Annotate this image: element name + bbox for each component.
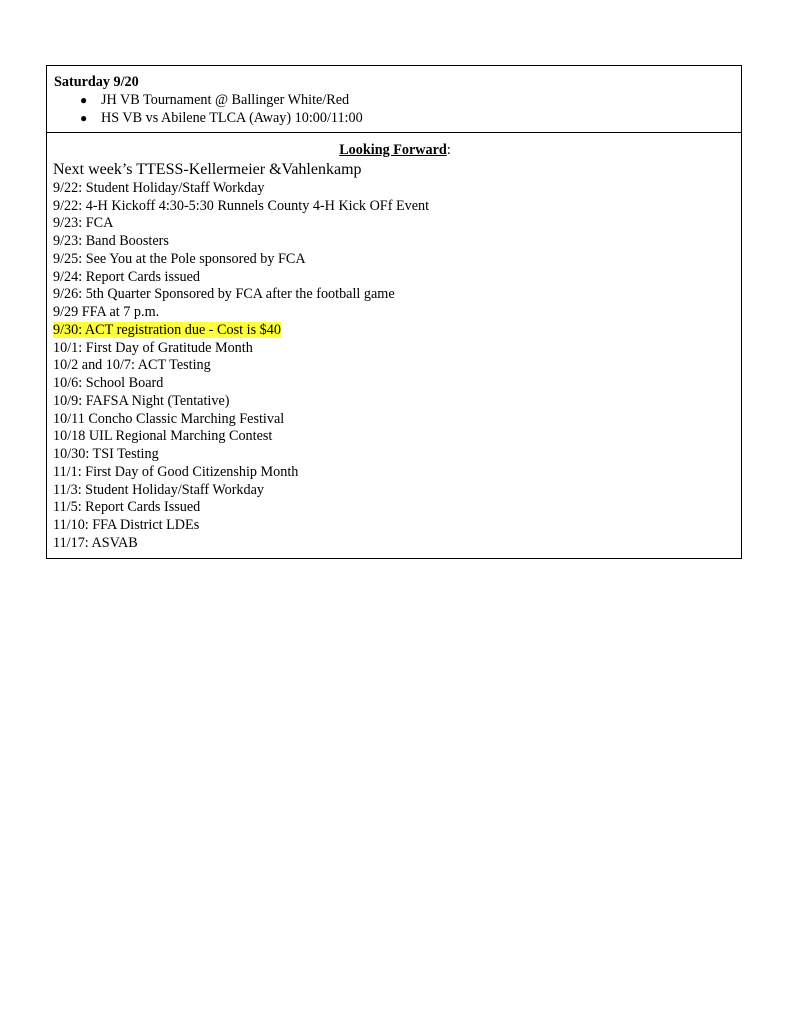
event-item bbox=[53, 393, 741, 411]
bullet-icon: ● bbox=[80, 111, 88, 125]
event-text: 10/1: First Day of Gratitude Month bbox=[53, 339, 253, 356]
saturday-item-text: JH VB Tournament @ Ballinger White/Red bbox=[101, 92, 350, 108]
event-text: 10/9: FAFSA Night (Tentative) bbox=[53, 392, 230, 409]
looking-forward-colon: : bbox=[446, 142, 451, 158]
event-text: 10/18 UIL Regional Marching Contest bbox=[53, 428, 273, 445]
event-text: 9/23: FCA bbox=[53, 215, 114, 232]
event-item bbox=[53, 215, 741, 233]
saturday-item-text: HS VB vs Abilene TLCA (Away) 10:00/11:00 bbox=[101, 110, 363, 126]
event-text: 9/29 FFA at 7 p.m. bbox=[53, 304, 160, 320]
event-text: 9/22: 4-H Kickoff 4:30-5:30 Runnels County 4-H Kick OFf Event bbox=[53, 197, 430, 214]
event-item bbox=[53, 269, 741, 287]
highlighted-event-text: 9/30: ACT registration due - Cost is $40 bbox=[53, 321, 281, 338]
event-text: 11/3: Student Holiday/Staff Workday bbox=[53, 481, 264, 498]
event-text: 9/24: Report Cards issued bbox=[53, 268, 200, 285]
ttess-line: Next week’s TTESS-Kellermeier &Vahlenkamp bbox=[53, 160, 362, 178]
event-item bbox=[53, 535, 741, 553]
event-item bbox=[53, 251, 741, 269]
event-item bbox=[53, 517, 741, 535]
event-item-highlighted bbox=[53, 322, 741, 340]
looking-forward-label: Looking Forward bbox=[339, 142, 447, 158]
event-item bbox=[53, 428, 741, 446]
event-item bbox=[53, 340, 741, 358]
event-item bbox=[53, 375, 741, 393]
event-item bbox=[53, 286, 741, 304]
event-text: 10/6: School Board bbox=[53, 375, 164, 391]
event-text: 10/11 Concho Classic Marching Festival bbox=[53, 410, 285, 427]
list-item bbox=[80, 91, 741, 109]
looking-forward-section bbox=[47, 133, 741, 558]
event-item bbox=[53, 304, 741, 322]
event-text: 11/17: ASVAB bbox=[53, 534, 138, 551]
saturday-list bbox=[54, 91, 741, 127]
event-item bbox=[53, 180, 741, 198]
event-item bbox=[53, 499, 741, 517]
event-text: 9/25: See You at the Pole sponsored by FCA bbox=[53, 250, 306, 267]
saturday-section bbox=[47, 66, 741, 133]
event-text: 9/22: Student Holiday/Staff Workday bbox=[53, 179, 265, 196]
list-item bbox=[80, 109, 741, 127]
event-item bbox=[53, 446, 741, 464]
event-text: 11/10: FFA District LDEs bbox=[53, 517, 200, 533]
event-item bbox=[53, 198, 741, 216]
event-text: 10/2 and 10/7: ACT Testing bbox=[53, 357, 211, 374]
schedule-table bbox=[46, 65, 742, 559]
event-text: 11/1: First Day of Good Citizenship Month bbox=[53, 463, 299, 480]
bullet-icon: ● bbox=[80, 93, 88, 107]
event-list bbox=[53, 180, 741, 553]
looking-forward-heading bbox=[53, 142, 737, 160]
event-text: 9/23: Band Boosters bbox=[53, 233, 169, 249]
event-text: 10/30: TSI Testing bbox=[53, 446, 159, 462]
event-item bbox=[53, 411, 741, 429]
event-item bbox=[53, 482, 741, 500]
event-text: 11/5: Report Cards Issued bbox=[53, 499, 201, 516]
event-text: 9/26: 5th Quarter Sponsored by FCA after the football game bbox=[53, 286, 395, 303]
event-item bbox=[53, 357, 741, 375]
event-item bbox=[53, 233, 741, 251]
saturday-heading: Saturday 9/20 bbox=[54, 74, 139, 90]
event-item bbox=[53, 464, 741, 482]
